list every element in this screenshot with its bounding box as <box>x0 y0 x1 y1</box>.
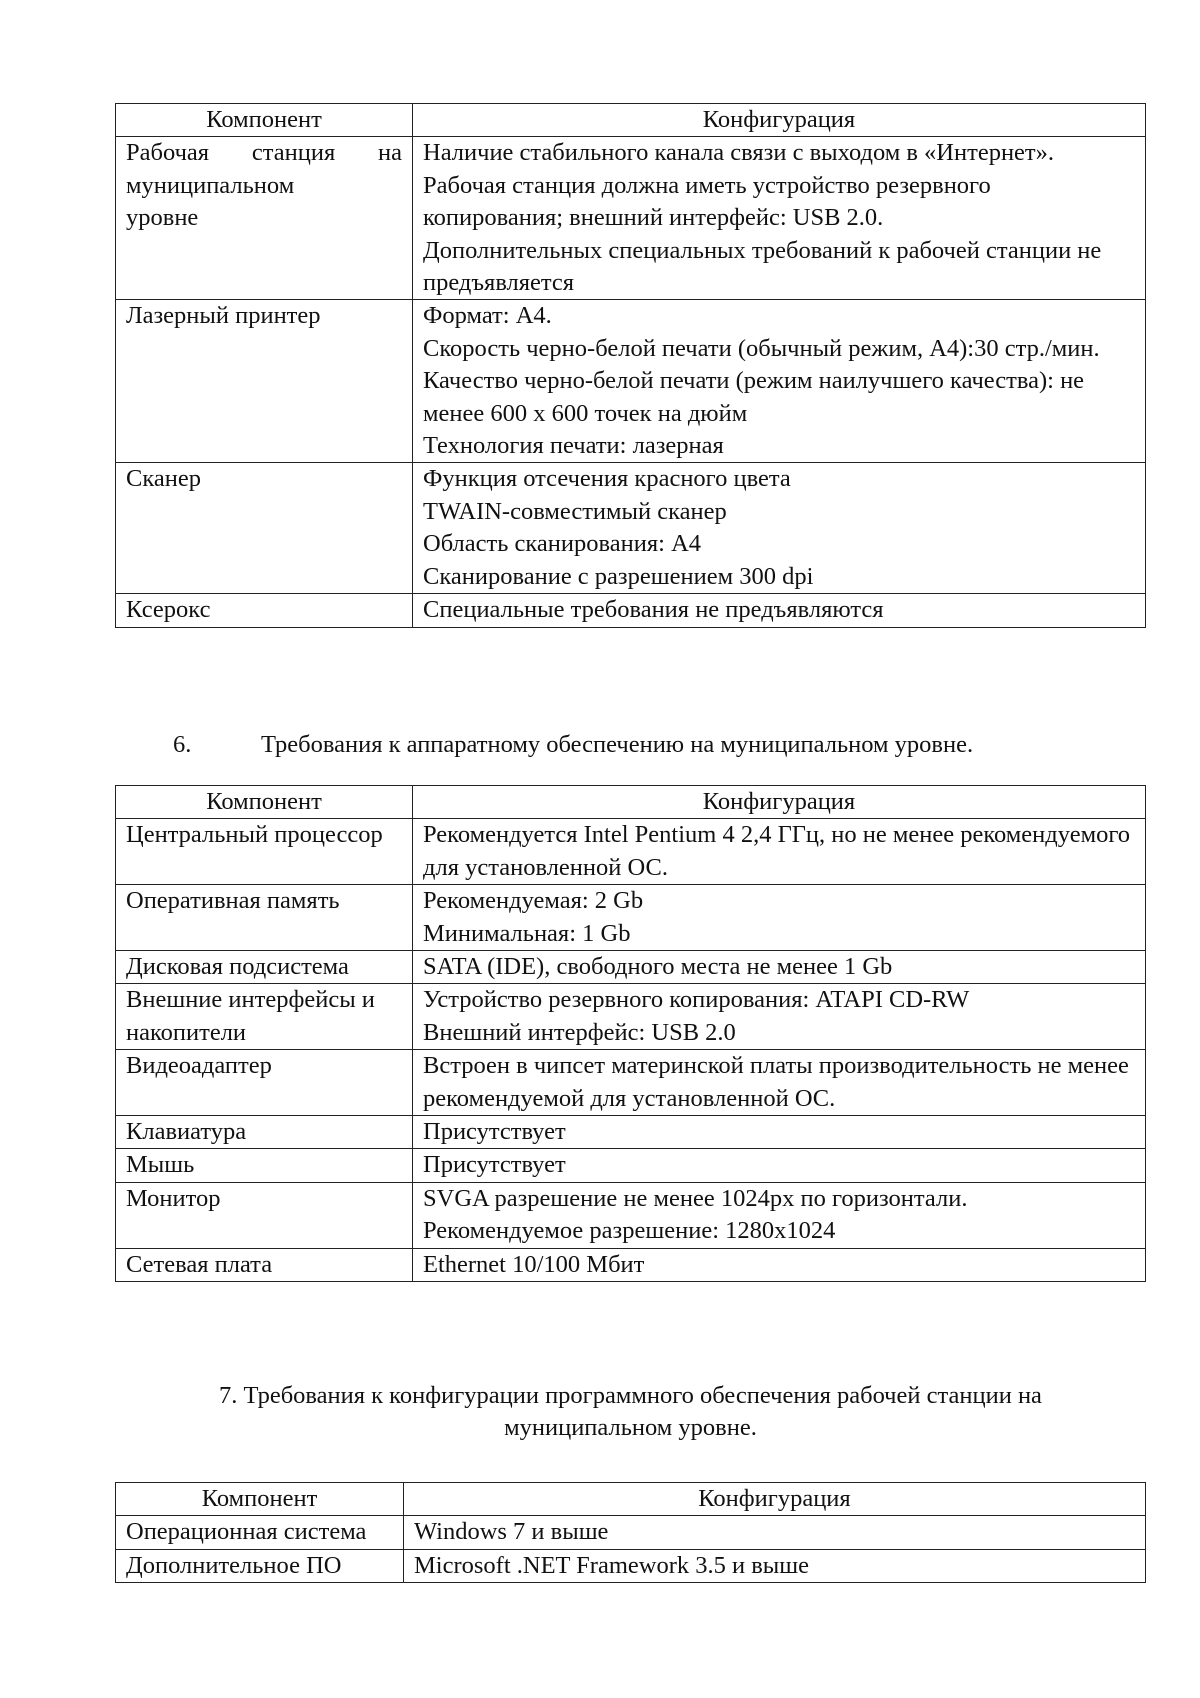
config-line: SVGA разрешение не менее 1024px по горизонтали. <box>423 1184 968 1212</box>
table-row <box>116 1050 1146 1116</box>
configuration-cell <box>413 594 1146 627</box>
config-line: Качество черно-белой печати (режим наилучшего качества): не менее 600 x 600 точек на дюйм <box>423 367 1085 427</box>
component-cell: Видеоадаптер <box>116 1050 413 1116</box>
table-header-row <box>116 1483 1146 1516</box>
workstation-requirements-table <box>115 103 1146 628</box>
configuration-cell <box>413 1050 1146 1116</box>
table-row <box>116 1516 1146 1549</box>
config-line: Windows 7 и выше <box>414 1518 609 1546</box>
configuration-cell <box>413 1149 1146 1182</box>
config-line: Присутствует <box>423 1151 566 1179</box>
config-line: Сканирование с разрешением 300 dpi <box>423 562 814 590</box>
component-cell: Операционная система <box>116 1516 404 1549</box>
hardware-requirements-table <box>115 785 1146 1282</box>
table-row <box>116 951 1146 984</box>
configuration-cell <box>413 819 1146 885</box>
table-header-row <box>116 786 1146 819</box>
config-line: Формат: А4. <box>423 302 552 330</box>
component-cell: Дисковая подсистема <box>116 951 413 984</box>
config-line: Скорость черно-белой печати (обычный режим, A4):30 стр./мин. <box>423 334 1100 362</box>
table-row <box>116 1149 1146 1182</box>
section-title-line: 7. Требования к конфигурации программного обеспечения рабочей станции на <box>219 1382 1042 1409</box>
table-row <box>116 1248 1146 1281</box>
table-row <box>116 1116 1146 1149</box>
configuration-cell <box>413 1116 1146 1149</box>
config-line: Рекомендуемая: 2 Gb <box>423 887 644 915</box>
column-header-configuration: Конфигурация <box>413 786 1146 819</box>
config-line: Внешний интерфейс: USB 2.0 <box>423 1018 736 1046</box>
column-header-component: Компонент <box>116 104 413 137</box>
config-line: Наличие стабильного канала связи с выходом в «Интернет». <box>423 139 1055 167</box>
section-6-heading <box>173 729 973 761</box>
configuration-cell <box>413 137 1146 300</box>
table-row <box>116 300 1146 463</box>
configuration-cell <box>413 984 1146 1050</box>
component-cell: Оперативная память <box>116 885 413 951</box>
config-line: Ethernet 10/100 Мбит <box>423 1250 645 1278</box>
column-header-configuration: Конфигурация <box>404 1483 1146 1516</box>
column-header-component: Компонент <box>116 1483 404 1516</box>
component-cell: Центральный процессор <box>116 819 413 885</box>
table-row <box>116 1549 1146 1582</box>
configuration-cell <box>413 300 1146 463</box>
table-row <box>116 137 1146 300</box>
table-row <box>116 594 1146 627</box>
configuration-cell <box>413 1182 1146 1248</box>
configuration-cell <box>413 463 1146 594</box>
config-line: Технология печати: лазерная <box>423 432 724 460</box>
table-row <box>116 885 1146 951</box>
configuration-cell <box>413 951 1146 984</box>
table-row <box>116 984 1146 1050</box>
config-line: Специальные требования не предъявляются <box>423 596 884 624</box>
component-cell: Монитор <box>116 1182 413 1248</box>
configuration-cell <box>404 1549 1146 1582</box>
component-cell: Рабочая станция на муниципальном уровне <box>116 137 413 300</box>
section-title-line: муниципальном уровне. <box>504 1414 757 1442</box>
component-cell: Клавиатура <box>116 1116 413 1149</box>
table-row <box>116 1182 1146 1248</box>
component-cell: Сканер <box>116 463 413 594</box>
table-header-row <box>116 104 1146 137</box>
component-cell: Сетевая плата <box>116 1248 413 1281</box>
section-number: 6. <box>173 731 192 758</box>
config-line: Встроен в чипсет материнской платы производительность не менее рекомендуемой для установленной ОС. <box>423 1052 1129 1112</box>
config-line: Рекомендуемое разрешение: 1280x1024 <box>423 1217 836 1245</box>
config-line: TWAIN-совместимый сканер <box>423 497 727 525</box>
config-line: Минимальная: 1 Gb <box>423 919 631 947</box>
component-cell: Лазерный принтер <box>116 300 413 463</box>
configuration-cell <box>413 1248 1146 1281</box>
config-line: Рабочая станция должна иметь устройство резервного копирования; внешний интерфейс: USB 2.0. <box>423 171 991 232</box>
table-row <box>116 463 1146 594</box>
config-line: SATA (IDE), свободного места не менее 1 Gb <box>423 953 893 981</box>
configuration-cell <box>413 885 1146 951</box>
component-cell: Мышь <box>116 1149 413 1182</box>
config-line: Присутствует <box>423 1118 566 1146</box>
config-line: Устройство резервного копирования: ATAPI CD-RW <box>423 986 970 1014</box>
table-row <box>116 819 1146 885</box>
column-header-configuration: Конфигурация <box>413 104 1146 137</box>
component-cell: Дополнительное ПО <box>116 1549 404 1582</box>
config-line: Рекомендуется Intel Pentium 4 2,4 ГГц, но не менее рекомендуемого для установленной ОС. <box>423 821 1131 881</box>
component-cell: Ксерокс <box>116 594 413 627</box>
section-7-heading <box>115 1380 1146 1445</box>
software-requirements-table <box>115 1482 1146 1583</box>
section-title: Требования к аппаратному обеспечению на муниципальном уровне. <box>261 731 974 758</box>
column-header-component: Компонент <box>116 786 413 819</box>
config-line: Дополнительных специальных требований к рабочей станции не предъявляется <box>423 236 1102 297</box>
config-line: Microsoft .NET Framework 3.5 и выше <box>414 1551 810 1579</box>
component-cell: Внешние интерфейсы и накопители <box>116 984 413 1050</box>
config-line: Область сканирования: A4 <box>423 530 702 558</box>
config-line: Функция отсечения красного цвета <box>423 465 791 493</box>
configuration-cell <box>404 1516 1146 1549</box>
